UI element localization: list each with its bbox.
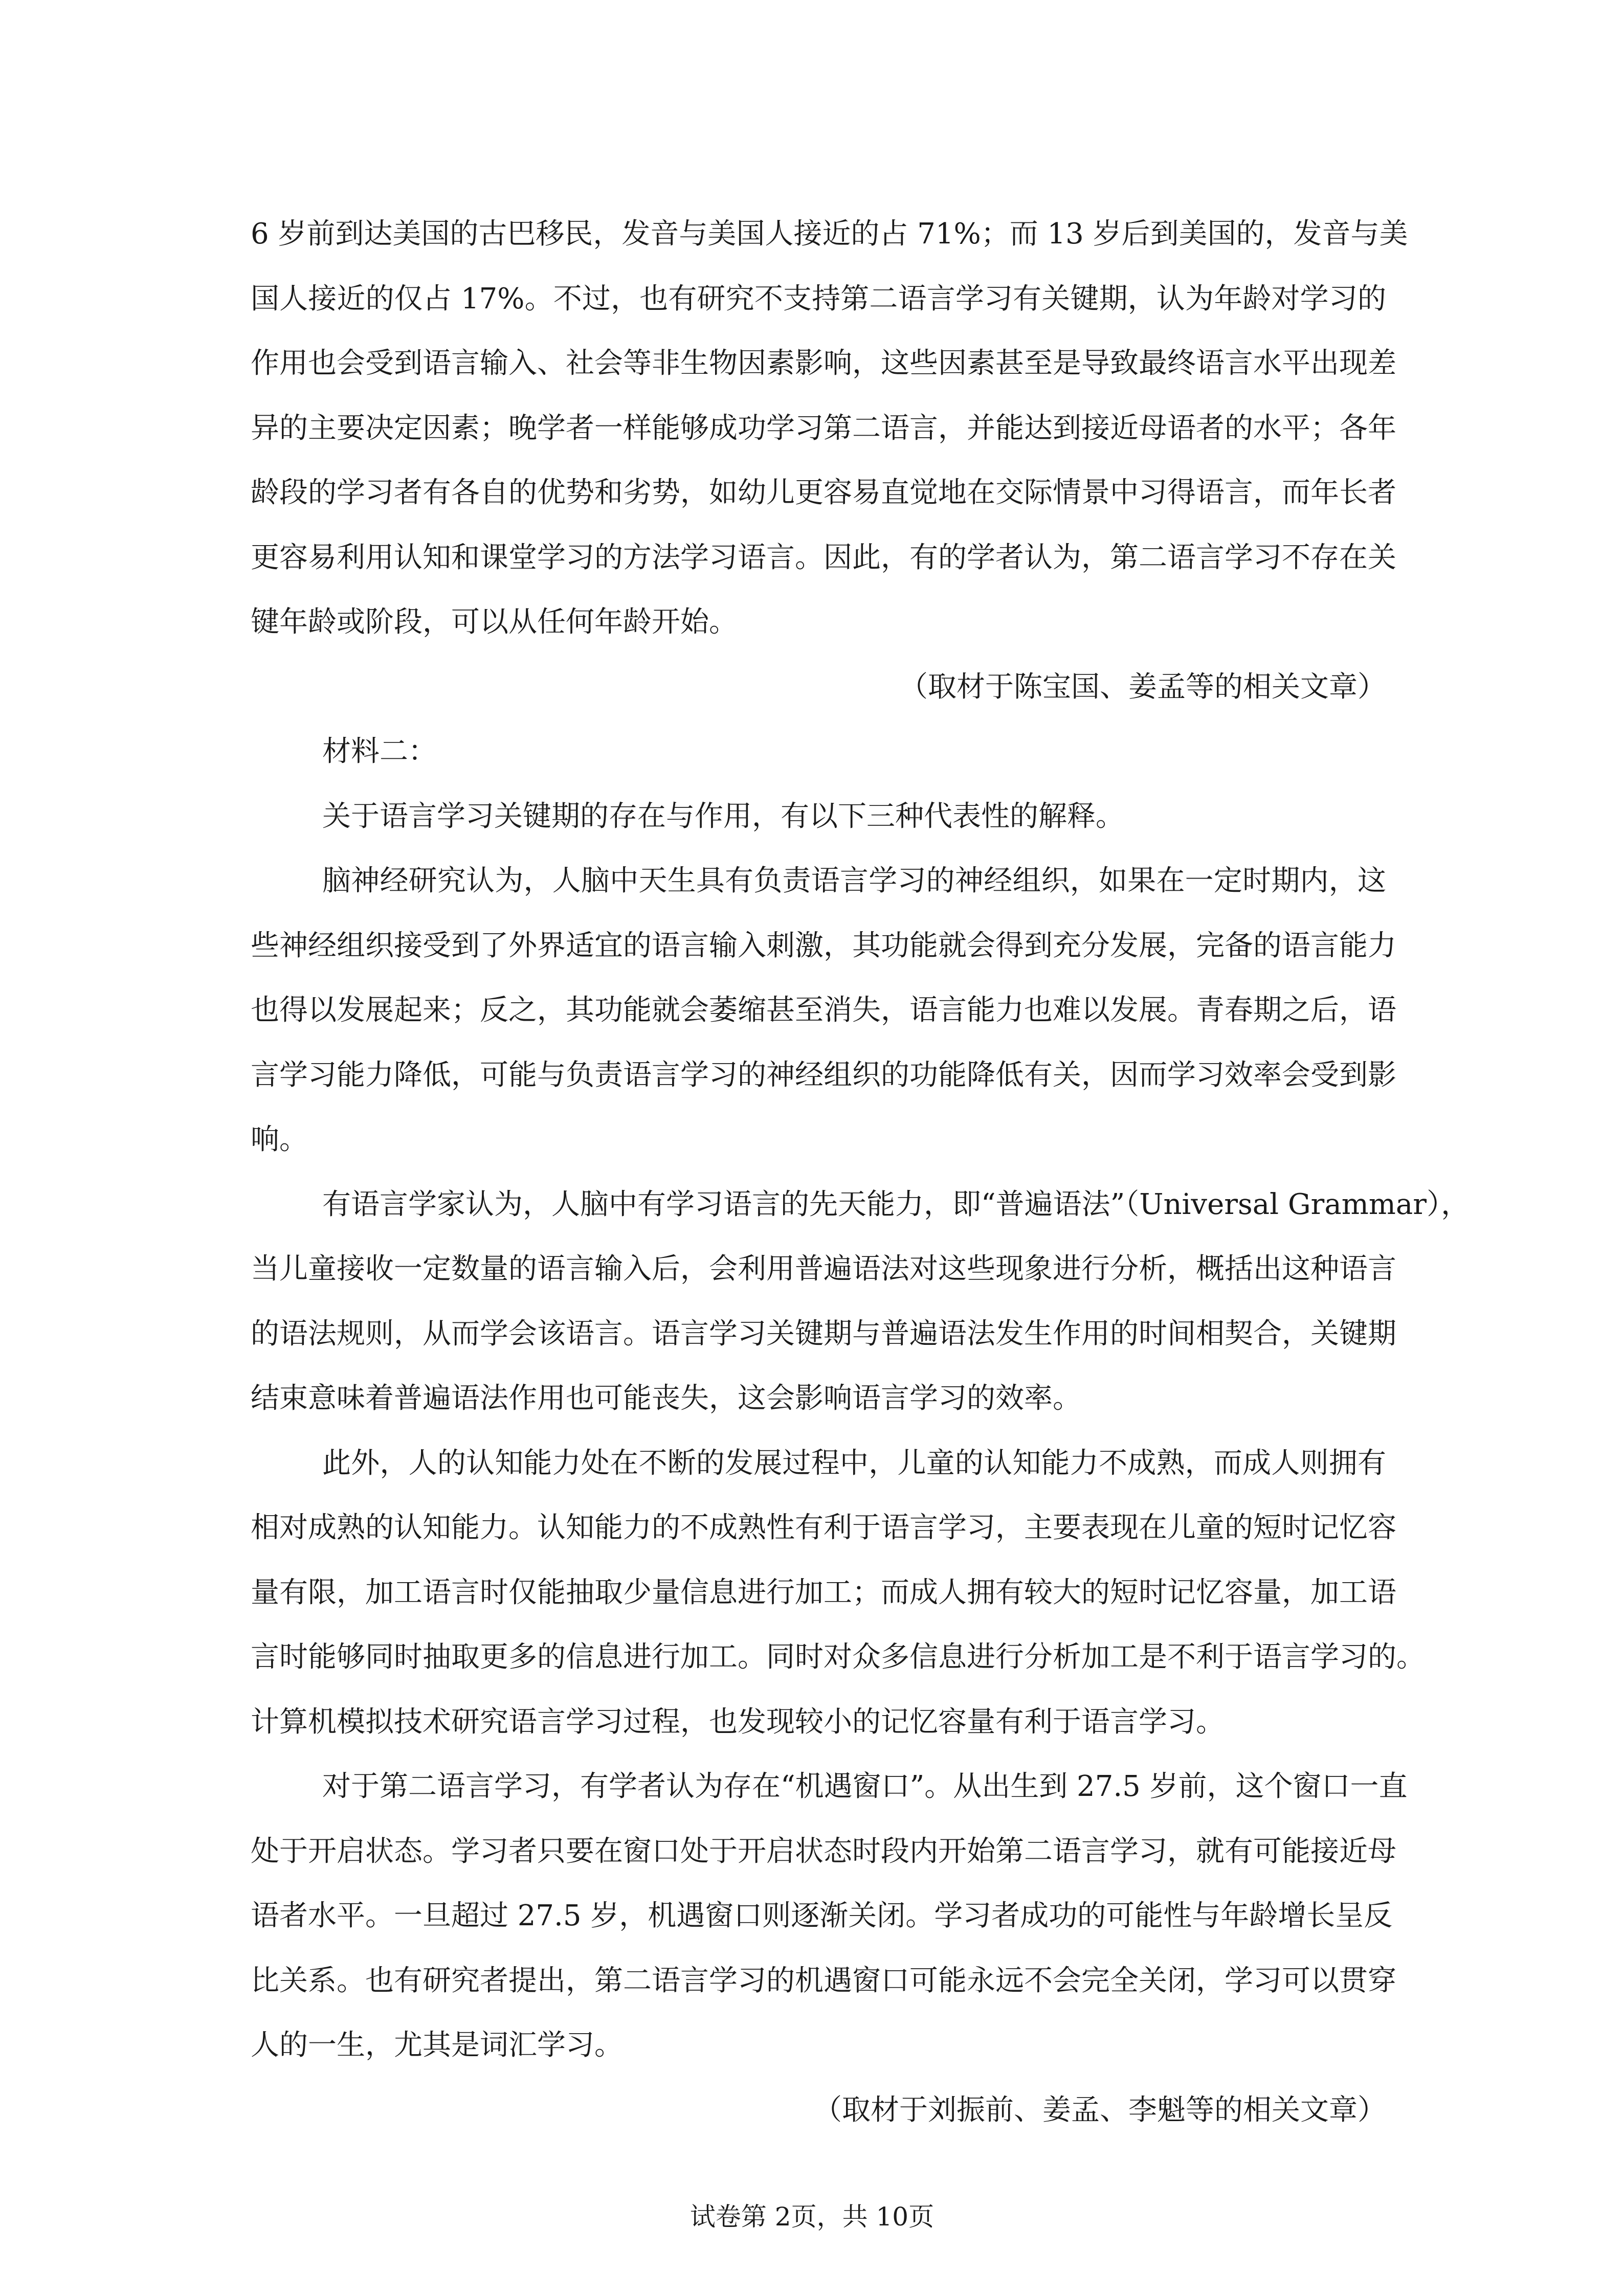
material-2-heading: 材料二： [322, 735, 437, 768]
source-citation-2: （取材于刘振前、姜孟、李魁等的相关文章） [813, 2093, 1386, 2127]
text-line: 也得以发展起来；反之，其功能就会萎缩甚至消失，语言能力也难以发展。青春期之后，语 [251, 994, 1396, 1027]
text-line: 比关系。也有研究者提出，第二语言学习的机遇窗口可能永远不会完全关闭，学习可以贯穿 [251, 1964, 1396, 1997]
text-line: 量有限，加工语言时仅能抽取少量信息进行加工；而成人拥有较大的短时记忆容量，加工语 [251, 1575, 1396, 1609]
text-line: 异的主要决定因素；晚学者一样能够成功学习第二语言，并能达到接近母语者的水平；各年 [251, 411, 1396, 445]
text-line: 有语言学家认为，人脑中有学习语言的先天能力，即“普遍语法”（Universal Grammar）， [322, 1187, 1470, 1221]
text-line: 处于开启状态。学习者只要在窗口处于开启状态时段内开始第二语言学习，就有可能接近母 [251, 1834, 1396, 1868]
paragraph-1 [251, 202, 1408, 655]
text-line: 言时能够同时抽取更多的信息进行加工。同时对众多信息进行分析加工是不利于语言学习的。 [251, 1640, 1425, 1674]
text-line: 计算机模拟技术研究语言学习过程，也发现较小的记忆容量有利于语言学习。 [251, 1705, 1225, 1739]
text-line: 国人接近的仅占 17%。不过，也有研究不支持第二语言学习有关键期，认为年龄对学习的 [251, 282, 1386, 316]
paragraph-4 [251, 1431, 1425, 1755]
document-page [251, 202, 1470, 2143]
source-citation-1: （取材于陈宝国、姜孟等的相关文章） [899, 670, 1386, 704]
text-line: 6 岁前到达美国的古巴移民，发音与美国人接近的占 71%；而 13 岁后到美国的，发音与美 [251, 217, 1408, 251]
text-line: 的语法规则，从而学会该语言。语言学习关键期与普遍语法发生作用的时间相契合，关键期 [251, 1317, 1396, 1350]
page-number-footer: 试卷第 2页，共 10页 [689, 2202, 935, 2232]
material-2-intro: 关于语言学习关键期的存在与作用，有以下三种代表性的解释。 [322, 799, 1124, 833]
text-line: 龄段的学习者有各自的优势和劣势，如幼儿更容易直觉地在交际情景中习得语言，而年长者 [251, 476, 1396, 509]
text-line: 键年龄或阶段，可以从任何年龄开始。 [251, 605, 738, 639]
text-line: 相对成熟的认知能力。认知能力的不成熟性有利于语言学习，主要表现在儿童的短时记忆容 [251, 1511, 1396, 1544]
text-line: 结束意味着普遍语法作用也可能丧失，这会影响语言学习的效率。 [251, 1382, 1081, 1415]
text-line: 作用也会受到语言输入、社会等非生物因素影响，这些因素甚至是导致最终语言水平出现差 [251, 347, 1396, 380]
text-line: 更容易利用认知和课堂学习的方法学习语言。因此，有的学者认为，第二语言学习不存在关 [251, 541, 1396, 574]
text-line: 人的一生，尤其是词汇学习。 [251, 2029, 623, 2062]
text-line: 此外，人的认知能力处在不断的发展过程中，儿童的认知能力不成熟，而成人则拥有 [322, 1446, 1386, 1480]
text-line: 对于第二语言学习，有学者认为存在“机遇窗口”。从出生到 27.5 岁前，这个窗口一直 [322, 1770, 1408, 1803]
text-line: 脑神经研究认为，人脑中天生具有负责语言学习的神经组织，如果在一定时期内，这 [322, 864, 1386, 897]
text-line: 当儿童接收一定数量的语言输入后，会利用普遍语法对这些现象进行分析，概括出这种语言 [251, 1252, 1396, 1286]
paragraph-3 [251, 1173, 1470, 1431]
text-line: 言学习能力降低，可能与负责语言学习的神经组织的功能降低有关，因而学习效率会受到影 [251, 1058, 1396, 1092]
text-line: 响。 [251, 1123, 308, 1156]
text-line: 语者水平。一旦超过 27.5 岁，机遇窗口则逐渐关闭。学习者成功的可能性与年龄增长呈反 [251, 1899, 1393, 1932]
text-line: 些神经组织接受到了外界适宜的语言输入刺激，其功能就会得到充分发展，完备的语言能力 [251, 929, 1396, 962]
paragraph-5 [251, 1754, 1408, 2078]
paragraph-2 [251, 849, 1396, 1173]
